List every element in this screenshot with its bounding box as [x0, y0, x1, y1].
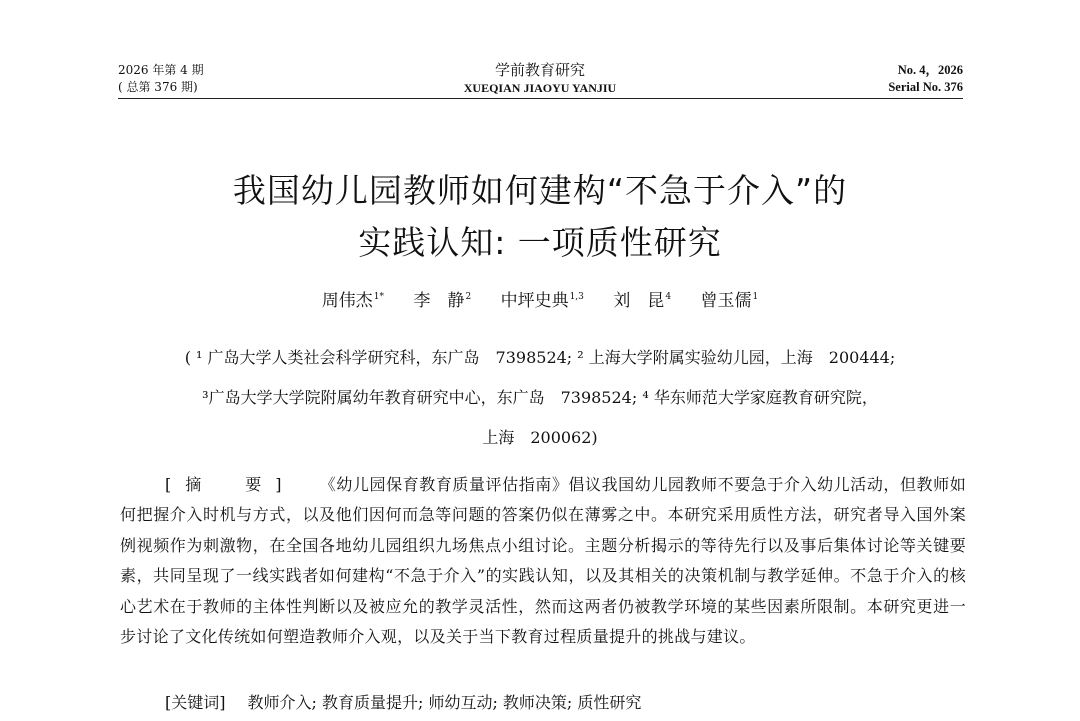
author-affil-mark: 1,3: [569, 292, 584, 302]
header-rule: [118, 98, 963, 99]
keywords-label: [关键词]: [165, 693, 226, 712]
serial-no: Serial No. 376: [888, 80, 963, 94]
author-name: 李 静: [413, 291, 465, 311]
title-line-2: 实践认知: 一项质性研究: [358, 223, 722, 262]
author-name: 刘 昆: [613, 291, 665, 311]
author: [501, 289, 584, 313]
author-affil-mark: 1*: [373, 292, 385, 302]
author-affil-mark: 2: [465, 292, 472, 302]
author-name: 周伟杰: [321, 291, 373, 311]
affiliation-line-1: ( ¹ 广岛大学人类社会科学研究科，东广岛 7398524; ² 上海大学附属实验幼儿园，上海 200444;: [184, 348, 896, 367]
journal-name-en: XUEQIAN JIAOYU YANJIU: [463, 81, 617, 95]
keywords-text: 教师介入; 教育质量提升; 师幼互动; 教师决策; 质性研究: [247, 693, 642, 712]
author-name: 曾玉儒: [700, 291, 752, 311]
total-issue: ( 总第 376 期): [118, 80, 198, 94]
abstract-text: 《幼儿园保育教育质量评估指南》倡议我国幼儿园教师不要急于介入幼儿活动，但教师如何把握介入时机与方式，以及他们因何而急等问题的答案仍似在薄雾之中。本研究采用质性方法，研究者导入国外案例视频作为刺激物，在全国各地幼儿园组织九场焦点小组讨论。主题分析揭示的等待先行以及事后集体讨论等关键要素，共同呈现了一线实践者如何建构“不急于介入”的实践认知，以及其相关的决策机制与教学延伸。不急于介入的核心艺术在于教师的主体性判断以及被应允的教学灵活性，然而这两者仍被教学环境的某些因素所限制。本研究更进一步讨论了文化传统如何塑造教师介入观，以及关于当下教育过程质量提升的挑战与建议。: [120, 475, 966, 647]
affiliation-line-2: ³广岛大学大学院附属幼年教育研究中心，东广岛 7398524; ⁴ 华东师范大学家庭教育研究院，: [202, 388, 878, 407]
serial-info: [888, 62, 963, 96]
author: [700, 289, 758, 313]
affiliation-line-3: 上海 200062): [482, 428, 598, 447]
issue-number: 2026 年第 4 期: [118, 63, 204, 77]
author: [613, 289, 671, 313]
title-line-1: 我国幼儿园教师如何建构“不急于介入”的: [232, 171, 848, 210]
author: [322, 289, 384, 313]
affiliations: [0, 338, 1080, 458]
author-affil-mark: 1: [752, 292, 759, 302]
author-affil-mark: 4: [665, 292, 672, 302]
issue-no: No. 4，2026: [897, 63, 963, 77]
author-list: [0, 289, 1080, 313]
author: [413, 289, 471, 313]
journal-name-cn: 学前教育研究: [494, 61, 585, 79]
abstract-label: [摘 要]: [165, 475, 296, 494]
paper-title: [0, 165, 1080, 269]
abstract: [120, 470, 966, 652]
keywords: [165, 691, 641, 715]
author-name: 中坪史典: [500, 291, 569, 311]
